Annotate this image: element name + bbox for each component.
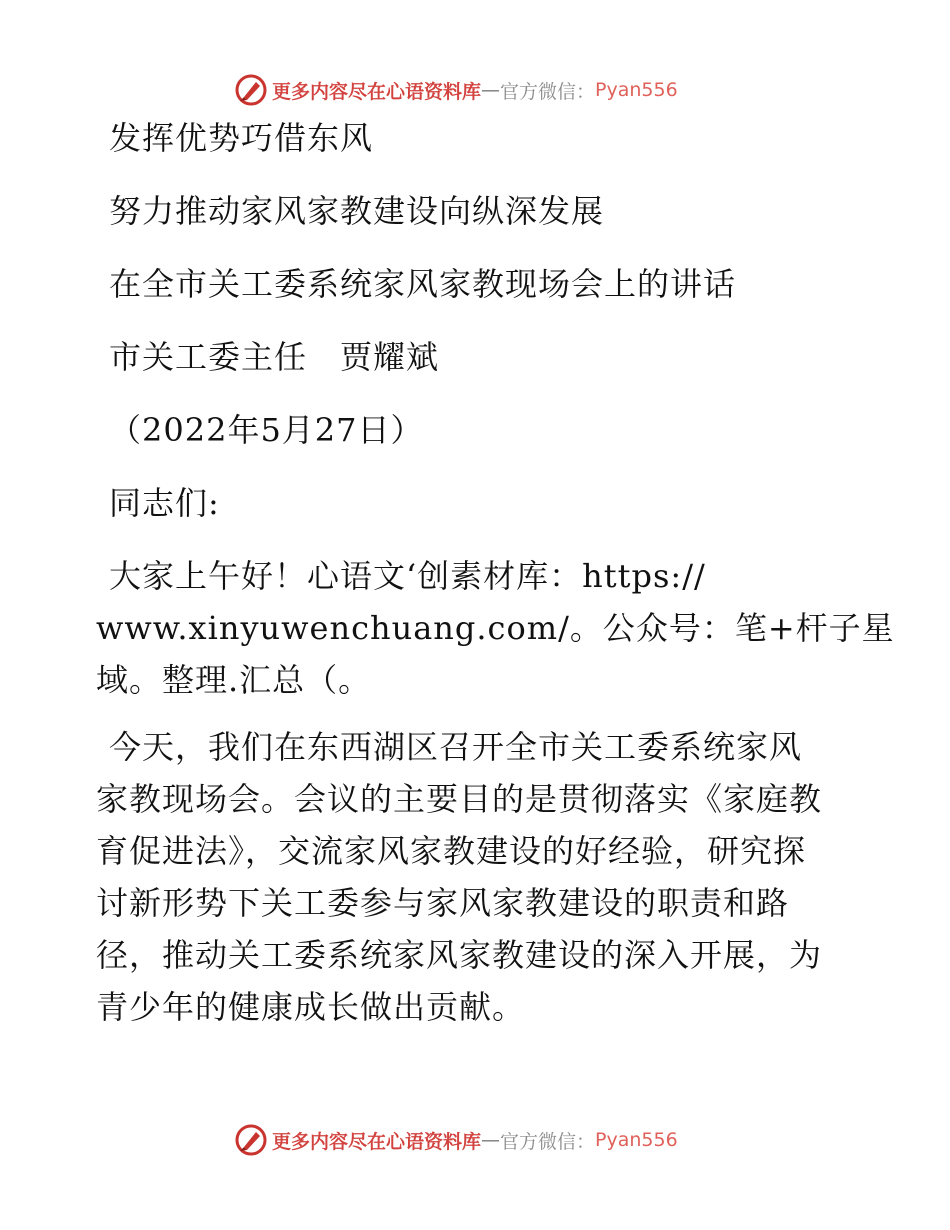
pen-nib-logo-icon xyxy=(234,73,268,107)
banner-main-text: 更多内容尽在心语资料库 xyxy=(272,1130,482,1153)
paragraph-1 xyxy=(96,557,895,699)
paragraph-line: 大家上午好！心语文ʻ创素材库：https:// xyxy=(109,557,706,595)
date-line: （2022年5月27日） xyxy=(109,411,424,449)
header-banner xyxy=(234,72,714,108)
paragraph-line: 今天，我们在东西湖区召开全市关工委系统家风 xyxy=(109,728,803,766)
pen-nib-logo-icon xyxy=(234,1123,268,1157)
title-line-3: 在全市关工委系统家风家教现场会上的讲话 xyxy=(109,265,737,303)
paragraph-line: 青少年的健康成长做出贡献。 xyxy=(96,988,526,1026)
banner-main-text: 更多内容尽在心语资料库 xyxy=(272,80,482,103)
paragraph-line: 域。整理.汇总（。 xyxy=(96,661,372,699)
paragraph-line: 径，推动关工委系统家风家教建设的深入开展，为 xyxy=(96,936,823,974)
banner-wechat-label: 官方微信： xyxy=(500,80,596,103)
paragraph-line: 家教现场会。会议的主要目的是贯彻落实《家庭教 xyxy=(96,780,823,818)
banner-wechat-label: 官方微信： xyxy=(500,1130,596,1153)
paragraph-2 xyxy=(96,729,856,1026)
paragraph-line: 讨新形势下关工委参与家风家教建设的职责和路 xyxy=(96,884,790,922)
banner-wechat-id: Pyan556 xyxy=(595,1129,678,1151)
title-line-1: 发挥优势巧借东风 xyxy=(109,119,374,157)
speaker-line: 市关工委主任 贾耀斌 xyxy=(109,338,440,376)
salutation: 同志们: xyxy=(109,484,220,522)
paragraph-line: 育促进法》，交流家风家教建设的好经验，研究探 xyxy=(96,832,807,870)
title-line-2: 努力推动家风家教建设向纵深发展 xyxy=(109,192,605,230)
banner-wechat-id: Pyan556 xyxy=(595,79,678,101)
banner-dash: — xyxy=(481,79,501,101)
footer-banner xyxy=(234,1122,714,1158)
banner-dash: — xyxy=(481,1129,501,1151)
document-body xyxy=(96,119,895,1026)
paragraph-line: www.xinyuwenchuang.com/。公众号：笔+杆子星 xyxy=(96,609,895,647)
